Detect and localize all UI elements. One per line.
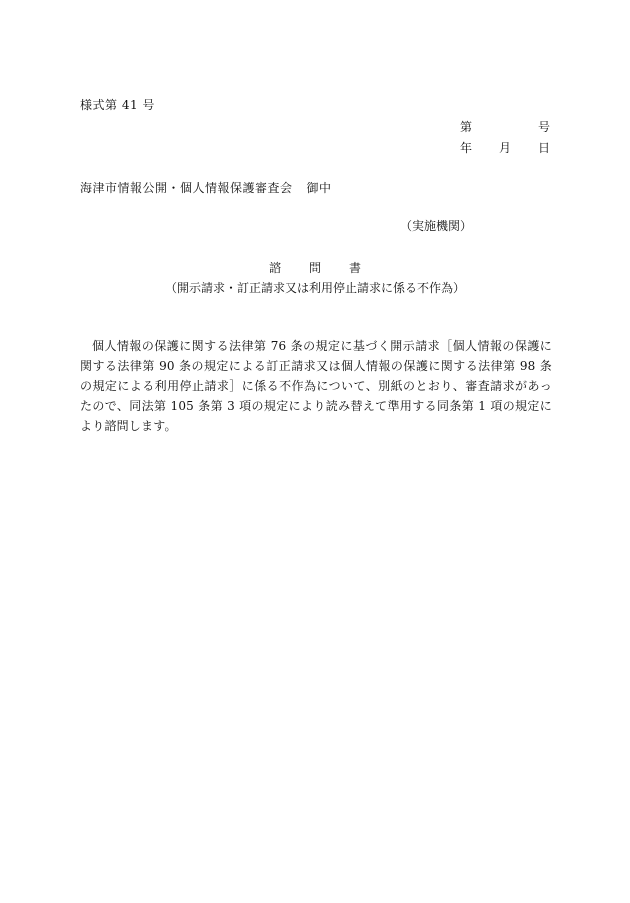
form-number: 様式第 41 号 [80, 98, 155, 112]
addressee-honorific: 御中 [306, 181, 332, 195]
reference-block [460, 117, 550, 159]
agency-label: （実施機関） [400, 219, 473, 233]
document-subtitle: （開示請求・訂正請求又は利用停止請求に係る不作為） [164, 281, 465, 295]
title-char-2: 問 [308, 261, 321, 275]
title-char-1: 諮 [268, 261, 281, 275]
date-day-label: 日 [537, 141, 550, 155]
reference-number-prefix: 第 [460, 120, 473, 134]
title-char-3: 書 [349, 261, 362, 275]
reference-date-row [460, 138, 550, 159]
addressee-name: 海津市情報公開・個人情報保護審査会 [80, 181, 293, 195]
date-year-label: 年 [460, 141, 473, 155]
body-paragraph: 個人情報の保護に関する法律第 76 条の規定に基づく開示請求［個人情報の保護に関する法律第 90 条の規定による訂正請求又は個人情報の保護に関する法律第 98 条の規定による利用停止請求］に係る不作為について、別紙のとおり、審査請求があったので、同法第 105 条第 3 項の規定により読み替えて準用する同条第 1 項の規定により諮問します。 [80, 339, 552, 433]
date-month-label: 月 [498, 141, 511, 155]
reference-number-row [460, 117, 550, 138]
reference-number-suffix: 号 [537, 120, 550, 134]
addressee [80, 179, 332, 196]
document-title [0, 259, 630, 276]
